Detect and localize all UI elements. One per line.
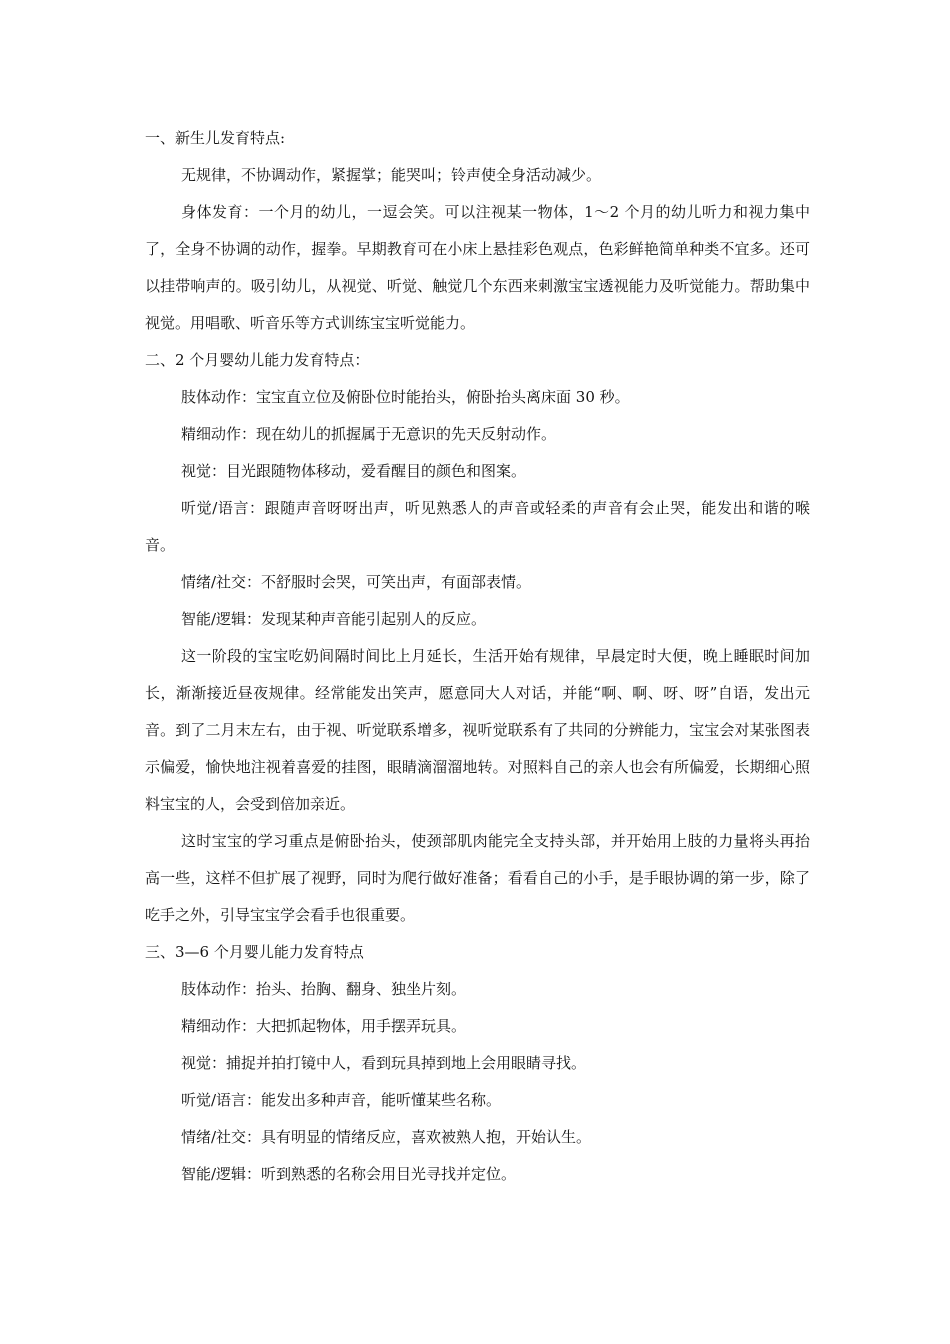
section-heading-3-6-month: 三、3—6 个月婴儿能力发育特点 — [145, 943, 364, 961]
section-heading-2-month: 二、2 个月婴幼儿能力发育特点： — [145, 351, 370, 369]
paragraph-intelligence-logic-3-6: 智能/逻辑：听到熟悉的名称会用目光寻找并定位。 — [181, 1165, 517, 1183]
paragraph-newborn-traits: 无规律，不协调动作，紧握掌；能哭叫；铃声使全身活动减少。 — [181, 166, 602, 184]
paragraph-stage-description: 这一阶段的宝宝吃奶间隔时间比上月延长，生活开始有规律，早晨定时大便，晚上睡眠时间加长，渐渐接近昼夜规律。经常能发出笑声，愿意同大人对话，并能“啊、啊、呀、呀”自语，发出元音。到了二月末左右，由于视、听觉联系增多，视听觉联系有了共同的分辨能力，宝宝会对某张图表示偏爱，愉快地注视着喜爱的挂图，眼睛滴溜溜地转。对照料自己的亲人也会有所偏爱，长期细心照料宝宝的人，会受到倍加亲近。 — [145, 647, 810, 813]
paragraph-fine-motor-3-6: 精细动作：大把抓起物体，用手摆弄玩具。 — [181, 1017, 467, 1035]
paragraph-limb-movement: 肢体动作：宝宝直立位及俯卧位时能抬头，俯卧抬头离床面 30 秒。 — [181, 388, 630, 406]
paragraph-vision-3-6: 视觉：捕捉并拍打镜中人，看到玩具掉到地上会用眼睛寻找。 — [181, 1054, 587, 1072]
document-page — [145, 120, 810, 1193]
paragraph-limb-movement-3-6: 肢体动作：抬头、抬胸、翻身、独坐片刻。 — [181, 980, 467, 998]
paragraph-learning-focus: 这时宝宝的学习重点是俯卧抬头，使颈部肌肉能完全支持头部，并开始用上肢的力量将头再抬高一些，这样不但扩展了视野，同时为爬行做好准备；看看自己的小手，是手眼协调的第一步，除了吃手之外，引导宝宝学会看手也很重要。 — [145, 832, 810, 924]
section-heading-newborn: 一、新生儿发育特点: — [145, 129, 286, 147]
paragraph-fine-motor: 精细动作：现在幼儿的抓握属于无意识的先天反射动作。 — [181, 425, 557, 443]
paragraph-physical-development: 身体发育：一个月的幼儿，一逗会笑。可以注视某一物体，1～2 个月的幼儿听力和视力集中了，全身不协调的动作，握拳。早期教育可在小床上悬挂彩色观点，色彩鲜艳简单种类不宜多。还可以挂带响声的。吸引幼儿，从视觉、听觉、触觉几个东西来刺激宝宝透视能力及听觉能力。帮助集中视觉。用唱歌、听音乐等方式训练宝宝听觉能力。 — [145, 203, 810, 332]
paragraph-emotion-social-3-6: 情绪/社交：具有明显的情绪反应，喜欢被熟人抱，开始认生。 — [181, 1128, 592, 1146]
paragraph-intelligence-logic: 智能/逻辑：发现某种声音能引起别人的反应。 — [181, 610, 487, 628]
paragraph-hearing-language: 听觉/语言：跟随声音呀呀出声，听见熟悉人的声音或轻柔的声音有会止哭，能发出和谐的喉音。 — [145, 499, 810, 554]
paragraph-emotion-social: 情绪/社交：不舒服时会哭，可笑出声，有面部表情。 — [181, 573, 532, 591]
paragraph-vision: 视觉：目光跟随物体移动，爱看醒目的颜色和图案。 — [181, 462, 527, 480]
paragraph-hearing-language-3-6: 听觉/语言：能发出多种声音，能听懂某些名称。 — [181, 1091, 502, 1109]
